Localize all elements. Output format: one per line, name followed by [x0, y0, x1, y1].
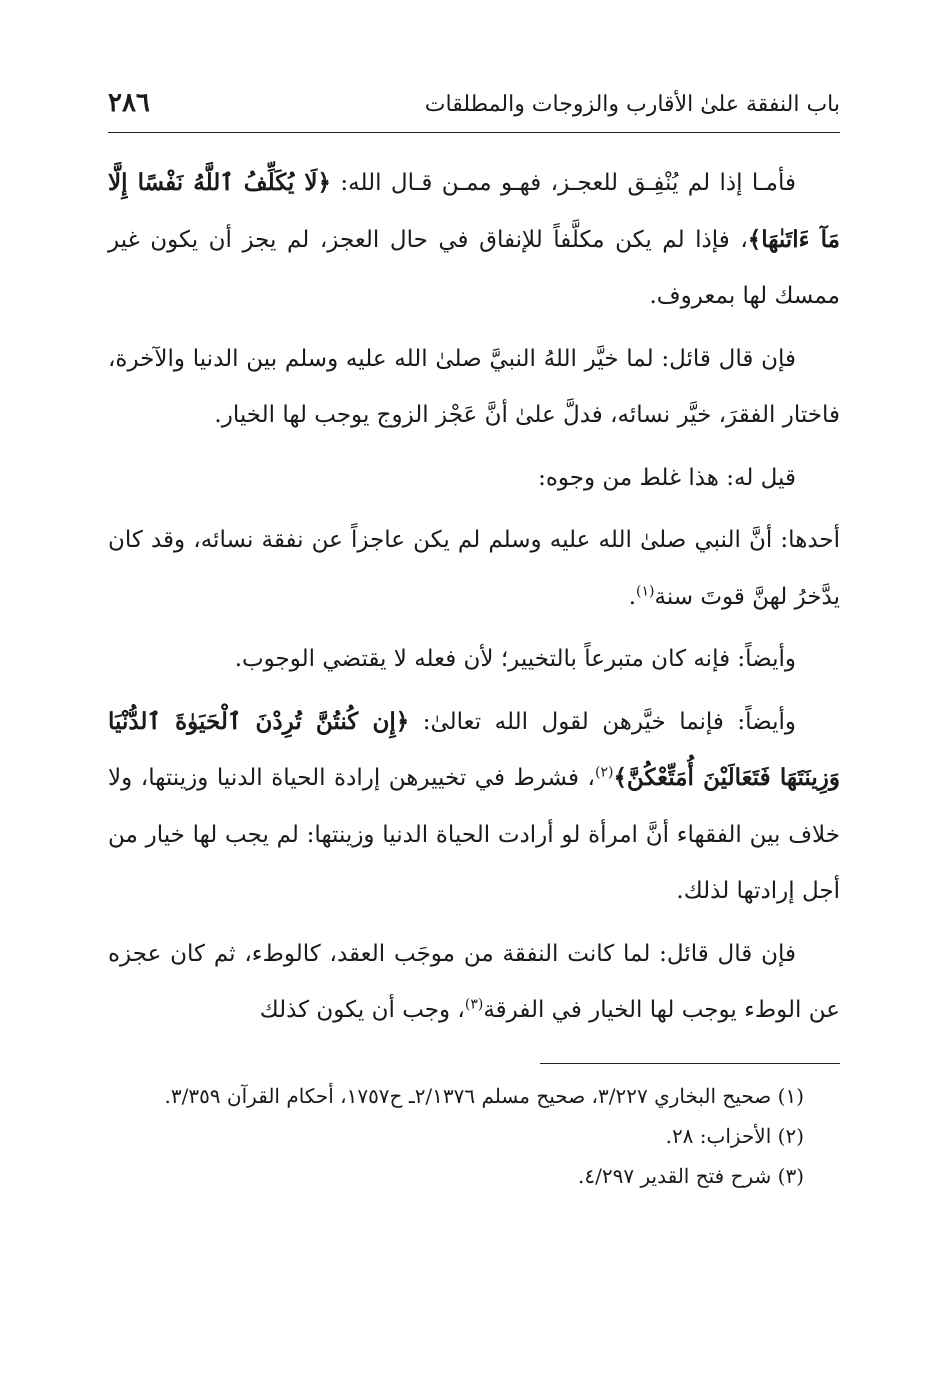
paragraph-4-text: أحدها: أنَّ النبي صلىٰ الله عليه وسلم لم يكن عاجزاً عن نفقة نسائه، وقد كان يدَّخرُ لهنَّ قوتَ سنة [108, 527, 840, 610]
footnote-1: (١) صحيح البخاري ٣/٢٢٧، صحيح مسلم ٢/١٣٧٦ـ ح١٧٥٧، أحكام القرآن ٣/٣٥٩. [164, 1083, 804, 1108]
paragraph-1-rest: ، فإذا لم يكن مكلَّفاً للإنفاق في حال العجز، لم يجز أن يكون غير ممسك لها بمعروف. [108, 226, 840, 309]
paragraph-7-lead: فإن قال قائل: لما كانت النفقة من موجَب العقد، كالوطء، ثم كان عجزه عن الوطء يوجب لها الخيار في الفرقة [108, 940, 840, 1023]
paragraph-6-lead: وأيضاً: فإنما خيَّرهن لقول الله تعالىٰ: [409, 708, 797, 735]
footnote-ref-1[interactable]: (١) [636, 582, 655, 599]
paragraph-6-rest: ، فشرط في تخييرهن إرادة الحياة الدنيا وزينتها، ولا خلاف بين الفقهاء أنَّ امرأة لو أرادت الحياة الدنيا وزينتها: لم يجب لها خيار من أجل إرادتها لذلك. [108, 765, 840, 904]
footnote-ref-3[interactable]: (٣) [464, 996, 484, 1013]
paragraph-1 [108, 155, 840, 325]
paragraph-6 [108, 694, 840, 920]
paragraph-4 [108, 512, 840, 625]
paragraph-3: قيل له: هذا غلط من وجوه: [538, 464, 796, 491]
quran-verse-1: ﴿لَا يُكَلِّفُ ٱللَّهُ نَفْسًا إِلَّا مَآ ءَاتَىٰهَا﴾ [108, 169, 840, 253]
header-rule [108, 132, 840, 133]
paragraph-7-rest: ، وجب أن يكون كذلك [259, 997, 465, 1023]
footnote-ref-2[interactable]: (٢) [594, 764, 614, 781]
page-number: ٢٨٦ [108, 88, 150, 118]
chapter-title: باب النفقة علىٰ الأقارب والزوجات والمطلقات [424, 92, 840, 117]
paragraph-1-lead: فأمـا إذا لم يُنْفِـق للعجـز، فهـو ممـن قـال الله: [331, 170, 796, 196]
footnote-3: (٣) شرح فتح القدير ٤/٢٩٧. [578, 1163, 804, 1188]
main-text [108, 155, 840, 1039]
running-header [108, 88, 840, 128]
paragraph-2: فإن قال قائل: لما خيَّر اللهُ النبيَّ صلىٰ الله عليه وسلم بين الدنيا والآخرة، فاختار الفقرَ، خيَّر نسائه، فدلَّ علىٰ أنَّ عَجْز الزوج يوجب لها الخيار. [108, 345, 840, 428]
paragraph-7 [108, 926, 840, 1039]
footnote-rule [540, 1063, 840, 1064]
footnote-2: (٢) الأحزاب: ٢٨. [665, 1123, 804, 1148]
paragraph-4-end: . [628, 583, 637, 610]
quran-verse-2: ﴿إِن كُنتُنَّ تُرِدْنَ ٱلْحَيَوٰةَ ٱلدُّنْيَا وَزِينَتَهَا فَتَعَالَيْنَ أُمَتِّعْكُنَّ﴾ [108, 707, 840, 791]
paragraph-5: وأيضاً: فإنه كان متبرعاً بالتخيير؛ لأن فعله لا يقتضي الوجوب. [234, 646, 796, 672]
book-page [108, 88, 840, 1196]
footnotes [108, 1076, 840, 1196]
